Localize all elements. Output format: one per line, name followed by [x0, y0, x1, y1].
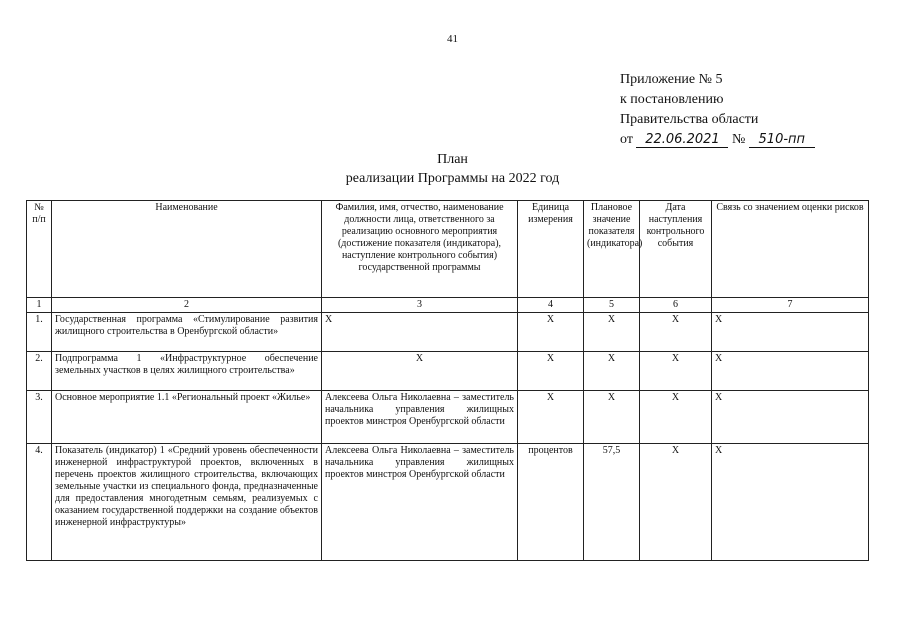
column-number: 1	[27, 298, 52, 313]
header-planned: Плановое значение показателя (индикатора)	[584, 201, 640, 298]
row-name: Государственная программа «Стимулирование развития жилищного строительства в Оренбургской области»	[52, 313, 322, 352]
column-number: 2	[52, 298, 322, 313]
appendix-block	[620, 70, 815, 150]
row-date: Х	[640, 313, 712, 352]
column-number: 7	[712, 298, 869, 313]
row-num: 4.	[27, 444, 52, 561]
appendix-line-2: к постановлению	[620, 92, 724, 107]
row-unit: Х	[518, 391, 584, 444]
plan-table	[26, 200, 869, 561]
number-prefix: №	[731, 132, 746, 147]
row-planned: Х	[584, 352, 640, 391]
column-number: 6	[640, 298, 712, 313]
row-planned: Х	[584, 391, 640, 444]
page-number: 41	[447, 33, 458, 45]
row-num: 2.	[27, 352, 52, 391]
header-risk: Связь со значением оценки рисков	[712, 201, 869, 298]
title-line-2: реализации Программы на 2022 год	[345, 171, 560, 186]
resolution-number: 510-пп	[749, 132, 815, 148]
table-header-row	[27, 201, 869, 298]
row-responsible: Алексеева Ольга Николаевна – заместитель начальника управления жилищных проектов минстроя Оренбургской области	[322, 391, 518, 444]
row-risk: Х	[712, 444, 869, 561]
row-name: Показатель (индикатор) 1 «Средний уровень обеспеченности инженерной инфраструктурой проектов, включенных в перечень проектов жилищного строительства, включающих земельные участки из специального фонда, предназначенные для предоставления многодетным семьям, реализуемых с оказанием государственной поддержки на создание объектов инженерной инфраструктуры»	[52, 444, 322, 561]
row-responsible: Алексеева Ольга Николаевна – заместитель начальника управления жилищных проектов минстроя Оренбургской области	[322, 444, 518, 561]
row-responsible: Х	[322, 313, 518, 352]
header-name: Наименование	[52, 201, 322, 298]
row-unit: процентов	[518, 444, 584, 561]
column-number-row	[27, 298, 869, 313]
table-row	[27, 352, 869, 391]
row-risk: Х	[712, 313, 869, 352]
column-number: 3	[322, 298, 518, 313]
row-name: Подпрограмма 1 «Инфраструктурное обеспечение земельных участков в целях жилищного строительства»	[52, 352, 322, 391]
row-responsible: Х	[322, 352, 518, 391]
header-date: Дата наступления контрольного события	[640, 201, 712, 298]
row-date: Х	[640, 444, 712, 561]
row-planned: Х	[584, 313, 640, 352]
header-num: № п/п	[27, 201, 52, 298]
row-num: 3.	[27, 391, 52, 444]
resolution-date: 22.06.2021	[636, 132, 728, 148]
row-date: Х	[640, 391, 712, 444]
header-responsible: Фамилия, имя, отчество, наименование должности лица, ответственного за реализацию основного мероприятия (достижение показателя (индикатора), наступление контрольного события) государственной программы	[322, 201, 518, 298]
table-row	[27, 313, 869, 352]
row-risk: Х	[712, 391, 869, 444]
appendix-line-1: Приложение № 5	[620, 72, 723, 87]
row-unit: Х	[518, 313, 584, 352]
row-risk: Х	[712, 352, 869, 391]
appendix-date-line	[620, 130, 815, 150]
appendix-line-3: Правительства области	[620, 112, 759, 127]
row-num: 1.	[27, 313, 52, 352]
row-name: Основное мероприятие 1.1 «Региональный проект «Жилье»	[52, 391, 322, 444]
row-planned: 57,5	[584, 444, 640, 561]
title-line-1: План	[437, 152, 468, 167]
document-title	[0, 150, 905, 188]
row-date: Х	[640, 352, 712, 391]
column-number: 5	[584, 298, 640, 313]
date-prefix: от	[620, 132, 633, 147]
table-row	[27, 444, 869, 561]
header-unit: Единица измерения	[518, 201, 584, 298]
row-unit: Х	[518, 352, 584, 391]
column-number: 4	[518, 298, 584, 313]
table-row	[27, 391, 869, 444]
